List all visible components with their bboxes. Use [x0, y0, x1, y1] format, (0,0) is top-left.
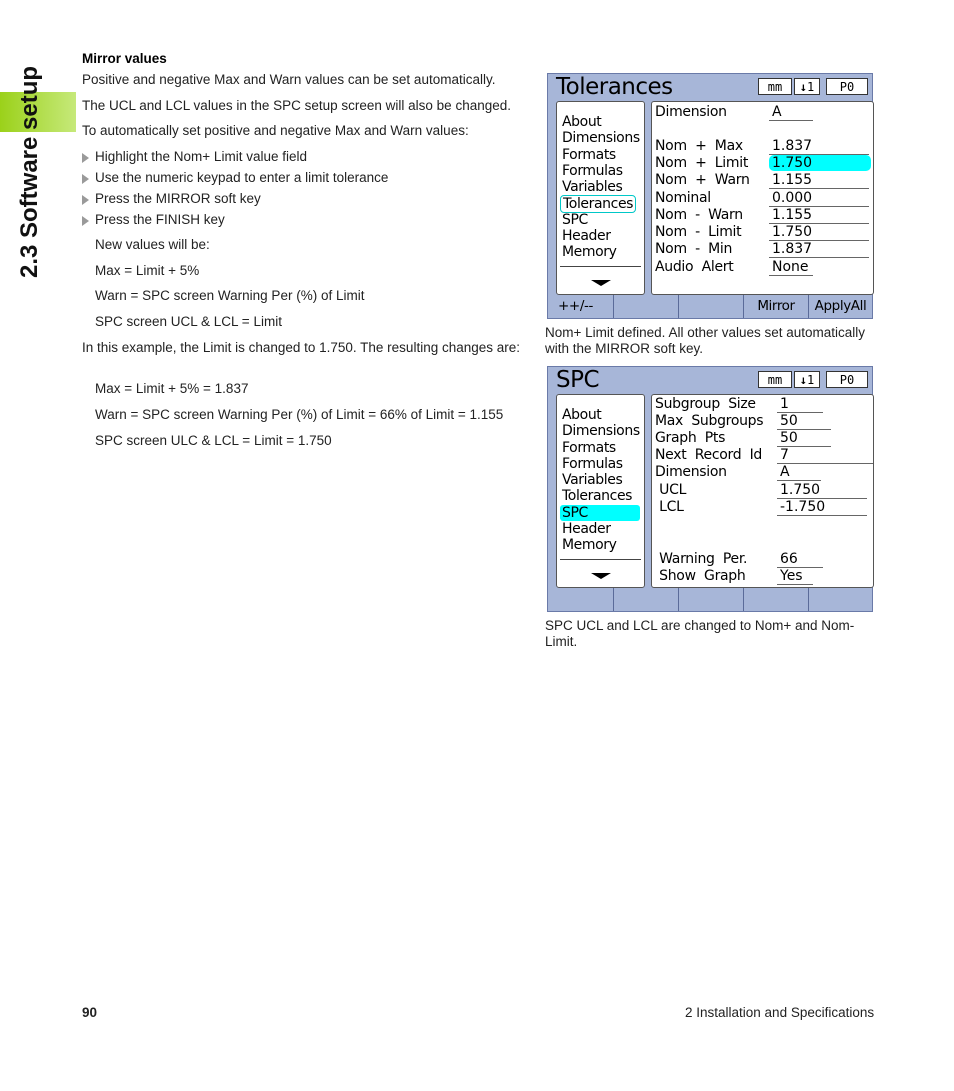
scroll-down-icon[interactable] — [591, 573, 611, 579]
lcl-label: LCL — [655, 499, 684, 515]
nom-plus-limit-field[interactable]: 1.750 — [769, 155, 871, 171]
step-3: Press the MIRROR soft key — [95, 191, 261, 206]
nom-plus-max-label: Nom + Max — [655, 138, 743, 154]
setup-menu — [556, 101, 645, 295]
menu-item-formats[interactable]: Formats — [562, 147, 616, 163]
unit-indicator: mm — [758, 78, 792, 95]
ucl-field[interactable]: 1.750 — [777, 482, 867, 499]
step-2: Use the numeric keypad to enter a limit tolerance — [95, 170, 389, 185]
menu-divider — [560, 266, 641, 267]
formula-max: Max = Limit + 5% — [95, 263, 200, 278]
softkey-1[interactable] — [548, 588, 613, 611]
menu-divider — [560, 559, 641, 560]
nom-plus-limit-label: Nom + Limit — [655, 155, 749, 171]
scroll-down-icon[interactable] — [591, 280, 611, 286]
dimension-field[interactable]: A — [777, 464, 821, 481]
menu-item-spc[interactable]: SPC — [562, 212, 588, 228]
lcl-field[interactable]: -1.750 — [777, 499, 867, 516]
para-2: The UCL and LCL values in the SPC setup screen will also be changed. — [82, 98, 511, 113]
axis-indicator: ↓1 — [794, 371, 820, 388]
audio-alert-field[interactable]: None — [769, 259, 813, 276]
chapter-title: 2 Installation and Specifications — [685, 1005, 875, 1020]
nominal-label: Nominal — [655, 190, 711, 206]
softkey-5[interactable] — [808, 588, 872, 611]
dimension-label: Dimension — [655, 104, 727, 120]
show-graph-field[interactable]: Yes — [777, 568, 813, 585]
softkey-3[interactable] — [678, 295, 743, 318]
dimension-field[interactable]: A — [769, 104, 813, 121]
menu-item-header[interactable]: Header — [562, 521, 611, 537]
part-indicator: P0 — [826, 371, 868, 388]
softkey-bar — [548, 588, 872, 611]
setup-menu — [556, 394, 645, 588]
menu-item-about[interactable]: About — [562, 114, 602, 130]
formula-ucl-lcl: SPC screen UCL & LCL = Limit — [95, 314, 282, 329]
mirror-softkey[interactable]: Mirror — [743, 295, 808, 318]
step-1: Highlight the Nom+ Limit value field — [95, 149, 307, 164]
menu-item-header[interactable]: Header — [562, 228, 611, 244]
heading-mirror-values: Mirror values — [82, 51, 167, 66]
spc-screen — [547, 366, 873, 612]
nom-minus-min-label: Nom - Min — [655, 241, 733, 257]
ucl-label: UCL — [655, 482, 687, 498]
result-ucl-lcl: SPC screen ULC & LCL = Limit = 1.750 — [95, 433, 332, 448]
spc-fields — [651, 394, 874, 588]
step-4: Press the FINISH key — [95, 212, 225, 227]
menu-item-spc[interactable]: SPC — [560, 505, 640, 521]
max-subgroups-label: Max Subgroups — [655, 413, 764, 429]
warning-per-field[interactable]: 66 — [777, 551, 823, 568]
nominal-field[interactable]: 0.000 — [769, 190, 869, 207]
section-title: 2.3 Software setup — [16, 65, 43, 279]
result-warn: Warn = SPC screen Warning Per (%) of Limit = 66% of Limit = 1.155 — [95, 407, 504, 422]
next-record-id-field[interactable]: 7 — [777, 447, 873, 464]
softkey-bar — [548, 295, 872, 318]
nom-minus-min-field[interactable]: 1.837 — [769, 241, 869, 258]
softkey-2[interactable] — [613, 295, 678, 318]
example-paragraph: In this example, the Limit is changed to 1.750. The resulting changes are: — [82, 340, 521, 355]
menu-item-dimensions[interactable]: Dimensions — [562, 130, 640, 146]
menu-item-memory[interactable]: Memory — [562, 244, 617, 260]
show-graph-label: Show Graph — [655, 568, 746, 584]
para-3: To automatically set positive and negative Max and Warn values: — [82, 123, 469, 138]
graph-pts-label: Graph Pts — [655, 430, 726, 446]
screen-title: SPC — [556, 367, 600, 393]
tolerance-fields — [651, 101, 874, 295]
warning-per-label: Warning Per. — [655, 551, 748, 567]
tolerances-screen — [547, 73, 873, 319]
nom-plus-warn-field[interactable]: 1.155 — [769, 172, 869, 189]
page-number: 90 — [82, 1005, 98, 1020]
caption-spc: SPC UCL and LCL are changed to Nom+ and Nom- Limit. — [545, 618, 855, 649]
nom-plus-max-field[interactable]: 1.837 — [769, 138, 869, 155]
menu-item-tolerances[interactable]: Tolerances — [560, 195, 636, 213]
apply-all-softkey[interactable]: ApplyAll — [808, 295, 872, 318]
nom-minus-warn-field[interactable]: 1.155 — [769, 207, 869, 224]
softkey-3[interactable] — [678, 588, 743, 611]
para-1: Positive and negative Max and Warn values can be set automatically. — [82, 72, 496, 87]
menu-item-memory[interactable]: Memory — [562, 537, 617, 553]
formula-warn: Warn = SPC screen Warning Per (%) of Limit — [95, 288, 365, 303]
menu-item-formulas[interactable]: Formulas — [562, 456, 623, 472]
result-max: Max = Limit + 5% = 1.837 — [95, 381, 249, 396]
softkey-4[interactable] — [743, 588, 808, 611]
caption-tolerances: Nom+ Limit defined. All other values set automatically with the MIRROR soft key. — [545, 325, 866, 356]
subgroup-size-field[interactable]: 1 — [777, 396, 823, 413]
softkey-2[interactable] — [613, 588, 678, 611]
nom-plus-warn-label: Nom + Warn — [655, 172, 750, 188]
nom-minus-limit-field[interactable]: 1.750 — [769, 224, 869, 241]
menu-item-dimensions[interactable]: Dimensions — [562, 423, 640, 439]
screen-title: Tolerances — [556, 74, 673, 100]
unit-indicator: mm — [758, 371, 792, 388]
graph-pts-field[interactable]: 50 — [777, 430, 831, 447]
menu-item-formulas[interactable]: Formulas — [562, 163, 623, 179]
nom-minus-limit-label: Nom - Limit — [655, 224, 742, 240]
menu-item-tolerances[interactable]: Tolerances — [562, 488, 633, 504]
menu-item-variables[interactable]: Variables — [562, 179, 623, 195]
axis-indicator: ↓1 — [794, 78, 820, 95]
menu-item-about[interactable]: About — [562, 407, 602, 423]
max-subgroups-field[interactable]: 50 — [777, 413, 831, 430]
dimension-label: Dimension — [655, 464, 727, 480]
menu-item-formats[interactable]: Formats — [562, 440, 616, 456]
new-values-label: New values will be: — [95, 237, 210, 252]
softkey-plus-minus[interactable]: ++/-- — [558, 298, 593, 314]
nom-minus-warn-label: Nom - Warn — [655, 207, 743, 223]
menu-item-variables[interactable]: Variables — [562, 472, 623, 488]
section-title-vertical — [10, 52, 50, 292]
next-record-id-label: Next Record Id — [655, 447, 763, 463]
audio-alert-label: Audio Alert — [655, 259, 734, 275]
subgroup-size-label: Subgroup Size — [655, 396, 756, 412]
part-indicator: P0 — [826, 78, 868, 95]
